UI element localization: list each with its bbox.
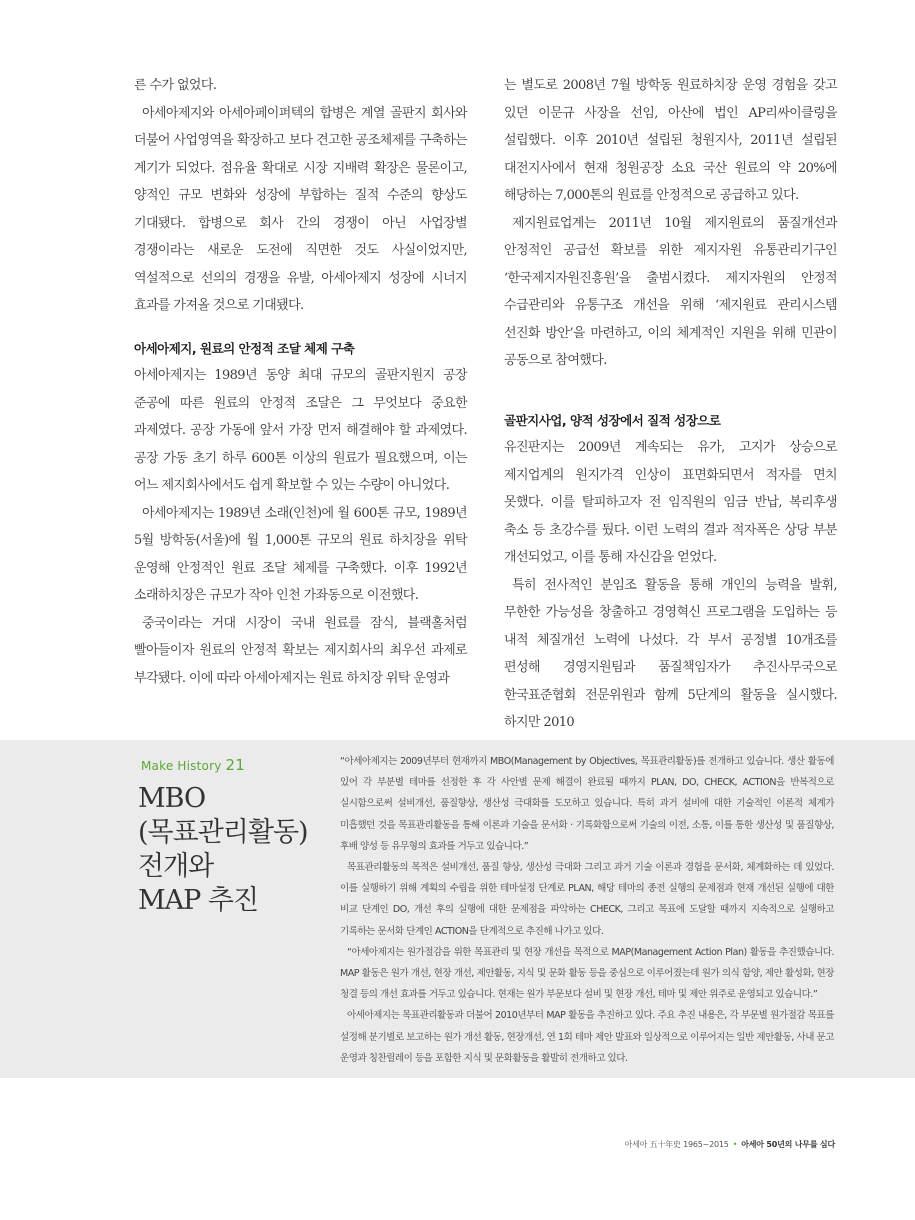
body-paragraph: 제지원료업계는 2011년 10월 제지원료의 품질개선과 안정적인 공급선 확보를 위한 제지자원 유통관리기구인 ‘한국제지자원진흥원’을 출범시켰다. 제지자원의 안정적 수급관리와 유통구조 개선을 위해 ‘제지원료 관리시스템 선진화 방안’을 마련하고, 이의 체계적인 지원을 위해 민관이 공동으로 참여했다. [504, 215, 837, 368]
title-line: MBO [138, 783, 206, 814]
title-line: (목표관리활동) [138, 817, 308, 848]
body-paragraph: 아세아제지는 1989년 동양 최대 규모의 골판지원지 공장 준공에 따른 원료의 안정적 조달은 그 무엇보다 중요한 과제였다. 공장 가동에 앞서 가장 먼저 해결해야 할 과제였다. 공장 가동 초기 하루 600톤 이상의 원료가 필요했으며, 이는 어느 제지회사에서도 쉽게 확보할 수 있는 수량이 아니었다. [134, 368, 467, 493]
right-text-column [504, 72, 837, 737]
make-history-label [141, 756, 245, 774]
title-line: MAP 추진 [138, 885, 259, 916]
make-history-title [138, 782, 338, 918]
body-paragraph: 른 수가 없었다. [134, 78, 217, 93]
make-history-label-text: Make History [141, 759, 222, 773]
title-line: 전개와 [138, 851, 214, 882]
body-paragraph: 아세아제지와 아세아페이퍼텍의 합병은 계열 골판지 회사와 더불어 사업영역을 확장하고 보다 견고한 공조체제를 구축하는 계기가 되었다. 점유율 확대로 시장 지배력 확장은 물론이고, 양적인 규모 변화와 성장에 부합하는 질적 수준의 향상도 기대됐다. 합병으로 회사 간의 경쟁이 아닌 사업장별 경쟁이라는 새로운 도전에 직면한 것도 사실이었지만, 역설적으로 선의의 경쟁을 유발, 아세아제지 성장에 시너지 효과를 가져올 것으로 기대됐다. [134, 105, 467, 313]
make-history-number: 21 [225, 756, 246, 774]
body-paragraph: 유진판지는 2009년 계속되는 유가, 고지가 상승으로 제지업계의 원지가격 인상이 표면화되면서 적자를 면치 못했다. 이를 탈피하고자 전 임직원의 임금 반납, 복리후생 축소 등 초강수를 뒀다. 이런 노력의 결과 적자폭은 상당 부분 개선되었고, 이를 통해 자신감을 얻었다. [504, 440, 837, 565]
footer-chapter-title: 아세아 50년의 나무를 심다 [741, 1140, 835, 1149]
box-paragraph: 아세아제지는 목표관리활동과 더불어 2010년부터 MAP 활동을 추진하고 있다. 주요 추진 내용은, 각 부문별 원가절감 목표를 설정해 분기별로 보고하는 원가 개선 활동, 현장개선, 연 1회 테마 제안 발표와 일상적으로 이루어지는 일반 제안활동, 사내 문고 운영과 칭찬릴레이 등을 포함한 지식 및 문화활동을 활발히 전개하고 있다. [340, 1010, 834, 1064]
section-heading: 아세아제지, 원료의 안정적 조달 체제 구축 [134, 340, 355, 356]
box-paragraph: “아세아제지는 2009년부터 현재까지 MBO(Management by Objectives, 목표관리활동)를 전개하고 있습니다. 생산 활동에 있어 각 부분별 테마를 선정한 후 각 사안별 문제 해결이 완료될 때까지 PLAN, DO, CHECK, ACTION을 반복적으로 실시함으로써 설비개선, 품질향상, 생산성 극대화를 도모하고 있습니다. 특히 과거 설비에 대한 기술적인 이론적 체계가 미흡했던 것을 목표관리활동을 통해 이론과 기술을 문서화 · 기록화함으로써 기술의 이전, 소통, 이를 통한 생산성 및 품질향상, 후배 양성 등 유무형의 효과를 거두고 있습니다.” [340, 756, 834, 852]
body-paragraph: 중국이라는 거대 시장이 국내 원료를 잠식, 블랙홀처럼 빨아들이자 원료의 안정적 확보는 제지회사의 최우선 과제로 부각됐다. 이에 따라 아세아제지는 원료 하치장 위탁 운영과 [134, 615, 467, 686]
left-text-column [134, 72, 467, 692]
body-paragraph: 특히 전사적인 분임조 활동을 통해 개인의 능력을 발휘, 무한한 가능성을 창출하고 경영혁신 프로그램을 도입하는 등 내적 체질개선 노력에 나섰다. 각 부서 공정별 10개조를 편성해 경영지원팀과 품질책임자가 추진사무국으로 한국표준협회 전문위원과 함께 5단계의 활동을 실시했다. 하지만 2010 [504, 577, 837, 730]
footer-separator: • [732, 1140, 738, 1149]
box-paragraph: “아세아제지는 원가절감을 위한 목표관리 및 현장 개선을 목적으로 MAP(Management Action Plan) 활동을 추진했습니다. MAP 활동은 원가 개선, 현장 개선, 제안활동, 지식 및 문화 활동 등을 중심으로 이루어졌는데 원가 의식 함양, 제안 활성화, 현장 청결 등의 개선 효과를 거두고 있습니다. 현재는 원가 부문보다 설비 및 현장 개선, 테마 및 제안 위주로 운영되고 있습니다.” [340, 946, 834, 1001]
footer-book-title: 아세아 五十年史 1965~2015 [624, 1140, 729, 1149]
box-paragraph: 목표관리활동의 목적은 설비개선, 품질 향상, 생산성 극대화 그리고 과거 기술 이론과 경험을 문서화, 체계화하는 데 있었다. 이를 실행하기 위해 계획의 수립을 위한 테마설정 단계로 PLAN, 해당 테마의 종전 실행의 문제점과 현재 개선된 실행에 대한 비교 단계인 DO, 개선 후의 실행에 대한 문제점을 파악하는 CHECK, 그리고 목표에 도달할 때까지 지속적으로 실행하고 기록하는 문서화 단계인 ACTION을 단계적으로 추진해 나가고 있다. [340, 862, 834, 937]
make-history-body [340, 751, 834, 1069]
section-heading: 골판지사업, 양적 성장에서 질적 성장으로 [504, 412, 721, 428]
page-footer [625, 1139, 835, 1150]
body-paragraph: 아세아제지는 1989년 소래(인천)에 월 600톤 규모, 1989년 5월 방학동(서울)에 월 1,000톤 규모의 원료 하치장을 위탁 운영해 안정적인 원료 조달 체제를 구축했다. 이후 1992년 소래하치장은 규모가 작아 인천 가좌동으로 이전했다. [134, 505, 467, 603]
body-paragraph: 는 별도로 2008년 7월 방학동 원료하치장 운영 경험을 갖고 있던 이문규 사장을 선임, 아산에 법인 AP리싸이클링을 설립했다. 이후 2010년 설립된 청원지사, 2011년 설립된 대전지사에서 현재 청원공장 소요 국산 원료의 약 20%에 해당하는 7,000톤의 원료를 안정적으로 공급하고 있다. [504, 78, 837, 203]
